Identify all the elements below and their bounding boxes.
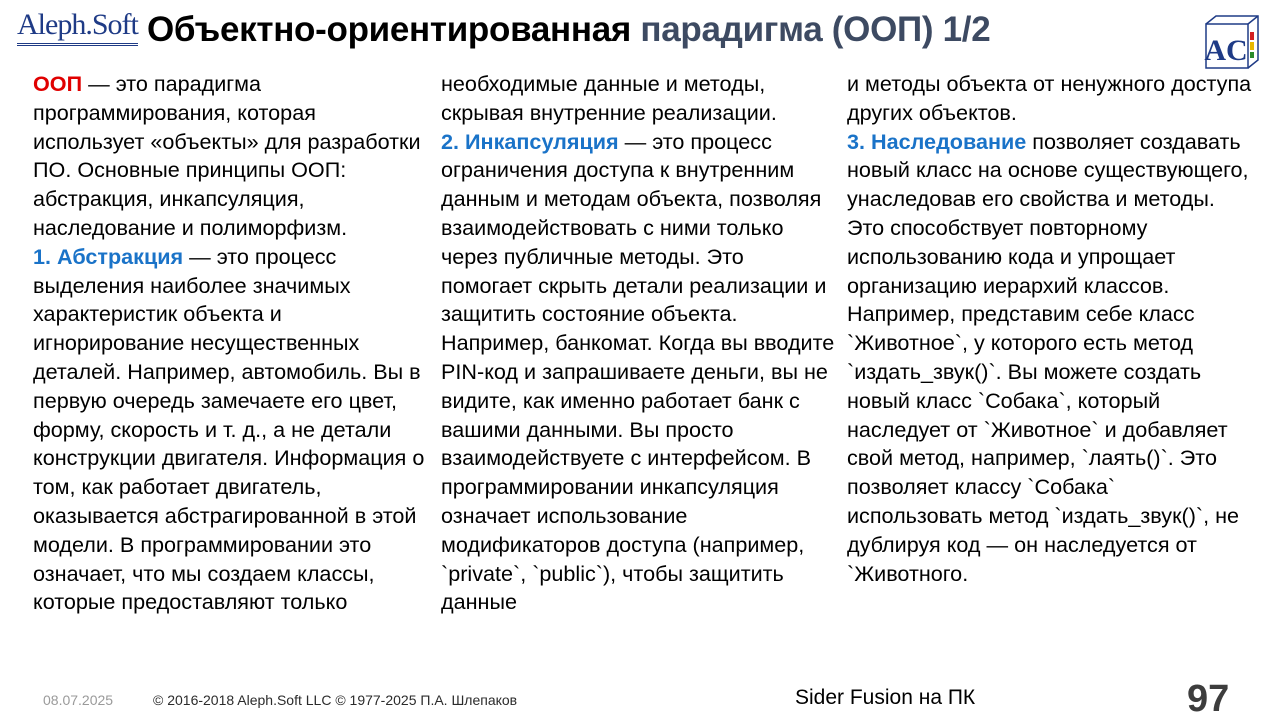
oop-term: ООП (33, 71, 83, 96)
oop-text: — это парадигма программирования, которая использует «объекты» для разработки ПО. Основные принципы ООП: абстракция, инкапсуляция, наследование и полиморфизм. (33, 71, 421, 240)
footer-center-text: Sider Fusion на ПК (795, 686, 976, 709)
inheritance-paragraph (847, 128, 1252, 589)
abstraction-continuation: необходимые данные и методы, скрывая внутренние реализации. (441, 71, 777, 125)
aleph-soft-cube-logo (1204, 14, 1260, 72)
encapsulation-text: — это процесс ограничения доступа к внутренним данным и методам объекта, позволяя взаимодействовать с ними только через публичные методы. Это помогает скрыть детали реализации и защитить состояние объекта. Например, банкомат. Когда вы вводите PIN-код и запрашиваете деньги, вы не видите, как именно работает банк с вашими данными. Вы просто взаимодействуете с интерфейсом. В программировании инкапсуляция означает использование модификаторов доступа (например, `private`, `public`), чтобы защитить данные (441, 128, 835, 615)
title-part-1: Объектно-ориентированная (147, 10, 631, 49)
oop-paragraph (33, 70, 428, 243)
column-3 (847, 70, 1252, 588)
encapsulation-paragraph (441, 128, 836, 618)
encapsulation-term: 2. Инкапсуляция (441, 128, 619, 154)
footer-date: 08.07.2025 (43, 692, 114, 708)
footer-copyright: © 2016-2018 Aleph.Soft LLC © 1977-2025 П.А. Шлепаков (153, 692, 518, 708)
column-1 (33, 70, 428, 617)
inheritance-term: 3. Наследование (847, 128, 1027, 154)
abstraction-term: 1. Абстракция (33, 243, 184, 269)
column-2 (441, 70, 836, 617)
aleph-soft-logo: Aleph.Soft (17, 8, 138, 46)
page-number: 97 (1187, 678, 1230, 720)
inheritance-text: позволяет создавать новый класс на основе существующего, унаследовав его свойства и методы. Это способствует повторному использованию кода и упрощает организацию иерархий классов. Например, представим себе класс `Животное`, у которого есть метод `издать_звук()`. Вы можете создать новый класс `Собака`, который наследует от `Животное` и добавляет свой метод, например, `лаять()`. Это позволяет классу `Собака` использовать метод `издать_звук()`, не дублируя код — он наследуется от `Животного. (847, 128, 1249, 586)
title-part-2: парадигма (ООП) 1/2 (640, 10, 991, 49)
slide-title (147, 8, 990, 52)
abstraction-paragraph (33, 243, 428, 617)
abstraction-text: — это процесс выделения наиболее значимых характеристик объекта и игнорирование несущественных деталей. Например, автомобиль. Вы в первую очередь замечаете его цвет, форму, скорость и т. д., а не детали конструкции двигателя. Информация о том, как работает двигатель, оказывается абстрагированной в этой модели. В программировании это означает, что мы создаем классы, которые предоставляют только (33, 243, 425, 615)
encapsulation-continuation: и методы объекта от ненужного доступа других объектов. (847, 71, 1252, 125)
logo-letters: AС (1204, 34, 1248, 67)
